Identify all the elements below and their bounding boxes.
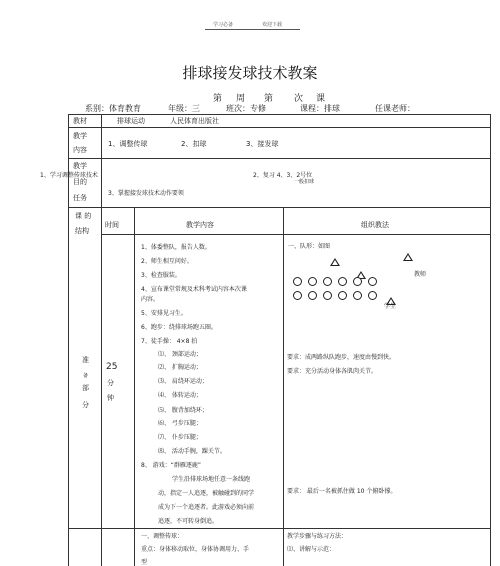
- header-note-left: 学习必备: [213, 22, 234, 28]
- student-marker: [323, 277, 332, 286]
- prep-part-label-2: 备: [83, 373, 89, 379]
- game-line-3: 成为下一个追逐者。此游戏必须向前: [158, 504, 255, 511]
- student-label: 学生: [384, 303, 397, 310]
- prep-item-3: 3、检查服装。: [141, 272, 181, 279]
- content-label-1: 教学: [73, 132, 87, 140]
- basic-item-3: 型: [141, 559, 148, 566]
- header-rule: [205, 29, 300, 30]
- prep-item-4: 4、宣布课堂常规及术科考试内容本次课: [141, 286, 247, 293]
- textbook-publisher: 人民体育出版社: [170, 117, 219, 125]
- basic-org-2: ⑴、讲解与示范：: [287, 546, 336, 553]
- prep-item-6: 6、跑步：绕排球场跑五圈。: [141, 324, 217, 331]
- prep-part-label-1: 准: [82, 356, 89, 364]
- student-marker: [293, 291, 302, 300]
- requirement-1: 要求：成两路纵队跑步，速度由慢到快。: [287, 354, 396, 361]
- student-marker: [338, 291, 347, 300]
- requirement-2: 要求：充分活动身体各肌肉关节。: [287, 368, 378, 375]
- teacher-label: 教师: [414, 271, 427, 278]
- content-item-3: 3、接发球: [246, 140, 279, 148]
- game-title: 8、 游戏：“群雁逐鹿”: [141, 462, 201, 469]
- exercise-5: ⑸、 腹背加绕环；: [158, 407, 208, 414]
- goal-2-sub: 一般扣球: [294, 179, 315, 185]
- page-title: 排球接发球技术教案: [182, 64, 318, 82]
- goal-2: 2、复习 4、3、2号位: [253, 172, 313, 179]
- goal-3: 3、掌握接发球技术动作要领: [108, 190, 184, 197]
- game-line-1: 学生沿排球场地任意一条线跑: [172, 476, 251, 483]
- exercise-7: ⑺、 仆步压腿；: [158, 434, 202, 441]
- student-marker: [368, 277, 377, 286]
- content-item-2: 2、扣球: [181, 140, 207, 148]
- formation-label: 一、队形：如图: [288, 243, 331, 250]
- exercise-4: ⑷、 体转运动；: [158, 392, 202, 399]
- prep-time-value: 25: [106, 362, 118, 372]
- content-item-1: 1、调整传球: [108, 140, 148, 148]
- week-ke: 课: [316, 94, 326, 104]
- student-marker: [368, 291, 377, 300]
- basic-item-1: 一、调整传球：: [141, 533, 184, 540]
- prep-time-unit-2: 钟: [107, 394, 114, 402]
- basic-org-1: 教学步骤与练习方法：: [287, 533, 348, 540]
- goal-label-1: 教学: [73, 162, 87, 170]
- goal-1: 1、学习调整传球技术: [40, 172, 98, 179]
- exercise-2: ⑵、 扩胸运动；: [158, 364, 202, 371]
- textbook-label: 教材: [73, 117, 87, 125]
- time-header: 时间: [105, 221, 119, 229]
- content-header: 教学内容: [186, 221, 214, 229]
- requirement-3: 要求： 最后一名被抓住做 10 个俯卧撑。: [287, 488, 397, 495]
- meta-class: 班次：专修: [226, 104, 266, 113]
- exercise-6: ⑹、 弓步压腿；: [158, 420, 202, 427]
- week-zhou: 周: [236, 94, 246, 104]
- prep-part-label-4: 分: [82, 401, 89, 409]
- content-label-2: 内容: [73, 146, 87, 154]
- textbook-name: 排球运动: [117, 117, 145, 125]
- week-di-1: 第: [213, 94, 223, 104]
- student-marker: [308, 291, 317, 300]
- game-line-4: 追逐，不可转身倒追。: [158, 518, 219, 525]
- week-ci: 次: [294, 94, 304, 104]
- structure-label-2: 结构: [75, 227, 89, 235]
- header-note-right: 欢迎下载: [262, 22, 283, 28]
- goal-label-3: 任务: [73, 194, 87, 202]
- student-marker: [338, 277, 347, 286]
- prep-part-label-3: 部: [82, 384, 89, 392]
- student-marker: [353, 291, 362, 300]
- goal-label-2: 目的: [73, 178, 87, 186]
- triangle-marker: [403, 253, 413, 261]
- exercise-8: ⑻、 活动手腕，踝关节。: [158, 448, 226, 455]
- student-marker: [353, 277, 362, 286]
- meta-course: 课程：排球: [300, 104, 340, 113]
- game-line-2: 动，指定一人追逐，被触碰到的同学: [158, 490, 255, 497]
- meta-grade: 年级：三: [168, 104, 200, 113]
- prep-item-2: 2、师生相互问好。: [141, 258, 193, 265]
- prep-item-7: 7、徒手操： 4×8 拍: [141, 338, 198, 345]
- exercise-3: ⑶、 肩绕环运动；: [158, 378, 208, 385]
- prep-item-5: 5、安排见习生。: [141, 310, 187, 317]
- prep-item-4-cont: 内容。: [141, 296, 160, 303]
- org-header: 组织教法: [361, 221, 389, 229]
- week-di-2: 第: [264, 94, 274, 104]
- meta-teacher: 任课老师：: [375, 104, 415, 113]
- meta-department: 系别：体育教育: [85, 104, 141, 113]
- prep-item-1: 1、体委整队，报告人数。: [141, 244, 211, 251]
- student-marker: [323, 291, 332, 300]
- prep-time-unit-1: 分: [107, 379, 114, 387]
- student-marker: [293, 277, 302, 286]
- basic-item-2: 重点：身体移动取位，身体协调用力、手: [141, 546, 250, 553]
- structure-label-1: 课 的: [75, 212, 92, 220]
- exercise-1: ⑴、 颈部运动；: [158, 351, 202, 358]
- triangle-marker: [330, 258, 340, 266]
- student-marker: [308, 277, 317, 286]
